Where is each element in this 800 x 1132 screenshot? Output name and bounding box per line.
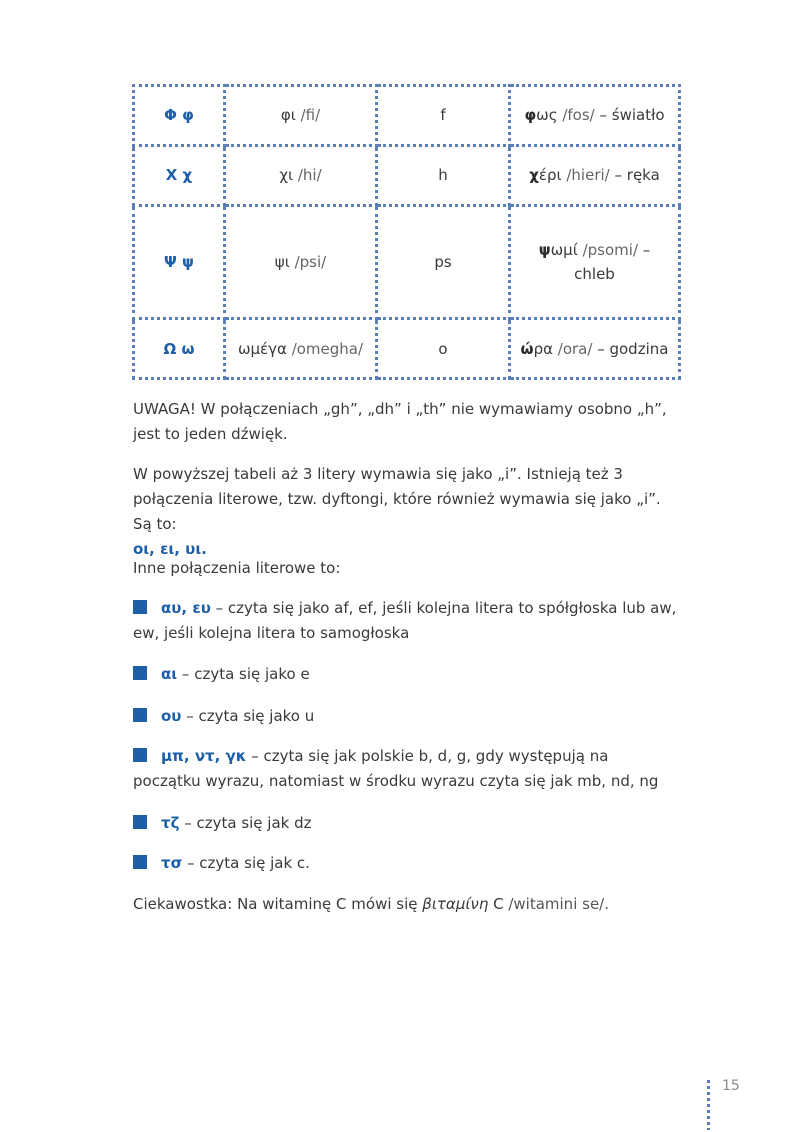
example-cell bbox=[510, 145, 680, 205]
bullet-square-icon bbox=[133, 708, 147, 722]
letter-cell: Φ φ bbox=[134, 86, 225, 146]
bullet-square-icon bbox=[133, 666, 147, 680]
list-item bbox=[133, 851, 678, 876]
curiosity-transcription: /witamini se/. bbox=[508, 895, 609, 913]
list-item bbox=[133, 744, 678, 794]
name-cell bbox=[225, 319, 377, 379]
example-meaning: – godzina bbox=[597, 339, 669, 358]
table-row bbox=[134, 205, 680, 318]
sound-cell: o bbox=[377, 319, 510, 379]
name-cell bbox=[225, 86, 377, 146]
curiosity-paragraph bbox=[133, 892, 678, 917]
example-rest: ως bbox=[536, 106, 558, 125]
combo-greek: αι bbox=[161, 665, 178, 683]
example-meaning-line2: chleb bbox=[574, 264, 615, 283]
table-row bbox=[134, 86, 680, 146]
combo-greek: μπ, ντ, γκ bbox=[161, 747, 247, 765]
example-meaning: – ręka bbox=[614, 166, 660, 185]
example-initial: ψ bbox=[538, 240, 551, 259]
sound-cell: h bbox=[377, 145, 510, 205]
list-item bbox=[133, 596, 678, 646]
bullet-square-icon bbox=[133, 748, 147, 762]
curiosity-greek: βιταμίνη bbox=[422, 895, 489, 913]
others-intro: Inne połączenia literowe to: bbox=[133, 559, 341, 577]
name-transcription: /omegha/ bbox=[291, 339, 364, 358]
list-item bbox=[133, 662, 678, 687]
name-transcription: /psi/ bbox=[294, 252, 327, 271]
table-row bbox=[134, 145, 680, 205]
combo-text: – czyta się jak polskie b, d, g, gdy występują na początku wyrazu, natomiast w środku wyrazu czyta się jak mb, nd, ng bbox=[133, 747, 659, 790]
example-initial: ώ bbox=[520, 339, 534, 358]
example-transcription: /ora/ bbox=[557, 339, 593, 358]
letter-cell: Ω ω bbox=[134, 319, 225, 379]
name-cell bbox=[225, 145, 377, 205]
letter-cell: Χ χ bbox=[134, 145, 225, 205]
diphthong-paragraph bbox=[133, 462, 678, 562]
curiosity-prefix: Ciekawostka: Na witaminę C mówi się bbox=[133, 895, 423, 913]
example-rest: ρα bbox=[533, 339, 553, 358]
name-transcription: /fi/ bbox=[300, 106, 321, 125]
sound-cell: f bbox=[377, 86, 510, 146]
combo-greek: τσ bbox=[161, 854, 183, 872]
letter-cell: Ψ ψ bbox=[134, 205, 225, 318]
bullet-square-icon bbox=[133, 600, 147, 614]
name-transcription: /hi/ bbox=[297, 166, 322, 185]
name-greek: ωμέγα bbox=[237, 339, 287, 358]
sound-cell: ps bbox=[377, 205, 510, 318]
example-meaning: – bbox=[642, 240, 651, 259]
name-cell bbox=[225, 205, 377, 318]
example-meaning: – światło bbox=[599, 106, 665, 125]
page-number-bar bbox=[707, 1080, 710, 1130]
combo-text: – czyta się jak dz bbox=[179, 814, 312, 832]
combo-text: – czyta się jako af, ef, jeśli kolejna litera to spółgłoska lub aw, ew, jeśli kolejna litera to samogłoska bbox=[133, 599, 677, 642]
combo-text: – czyta się jako u bbox=[181, 707, 315, 725]
example-initial: χ bbox=[529, 166, 539, 185]
table-row bbox=[134, 319, 680, 379]
alphabet-table bbox=[132, 84, 681, 380]
name-greek: φι bbox=[280, 106, 296, 125]
example-transcription: /hieri/ bbox=[566, 166, 610, 185]
curiosity-mid: C bbox=[488, 895, 509, 913]
combo-greek: τζ bbox=[161, 814, 180, 832]
diphthong-text: W powyższej tabeli aż 3 litery wymawia się jako „i”. Istnieją też 3 połączenia literowe, tzw. dyftongi, które również wymawia się jako „i”. Są to: bbox=[133, 465, 661, 533]
note-paragraph: UWAGA! W połączeniach „gh”, „dh” i „th” nie wymawiamy osobno „h”, jest to jeden dźwięk. bbox=[133, 400, 667, 443]
example-transcription: /psomi/ bbox=[582, 240, 638, 259]
example-cell bbox=[510, 205, 680, 318]
diphthong-list: οι, ει, υι. bbox=[133, 540, 207, 558]
name-greek: ψι bbox=[274, 252, 290, 271]
example-transcription: /fos/ bbox=[562, 106, 595, 125]
combo-greek: αυ, ευ bbox=[161, 599, 211, 617]
example-cell bbox=[510, 86, 680, 146]
bullet-square-icon bbox=[133, 815, 147, 829]
bullet-square-icon bbox=[133, 855, 147, 869]
example-initial: φ bbox=[524, 106, 537, 125]
example-cell bbox=[510, 319, 680, 379]
example-rest: έρι bbox=[538, 166, 562, 185]
list-item bbox=[133, 704, 678, 729]
example-rest: ωμί bbox=[550, 240, 578, 259]
name-greek: χι bbox=[279, 166, 294, 185]
page-number: 15 bbox=[722, 1078, 740, 1094]
combo-text: – czyta się jako e bbox=[177, 665, 310, 683]
combo-text: – czyta się jak c. bbox=[182, 854, 310, 872]
combo-greek: ου bbox=[161, 707, 182, 725]
list-item bbox=[133, 811, 678, 836]
